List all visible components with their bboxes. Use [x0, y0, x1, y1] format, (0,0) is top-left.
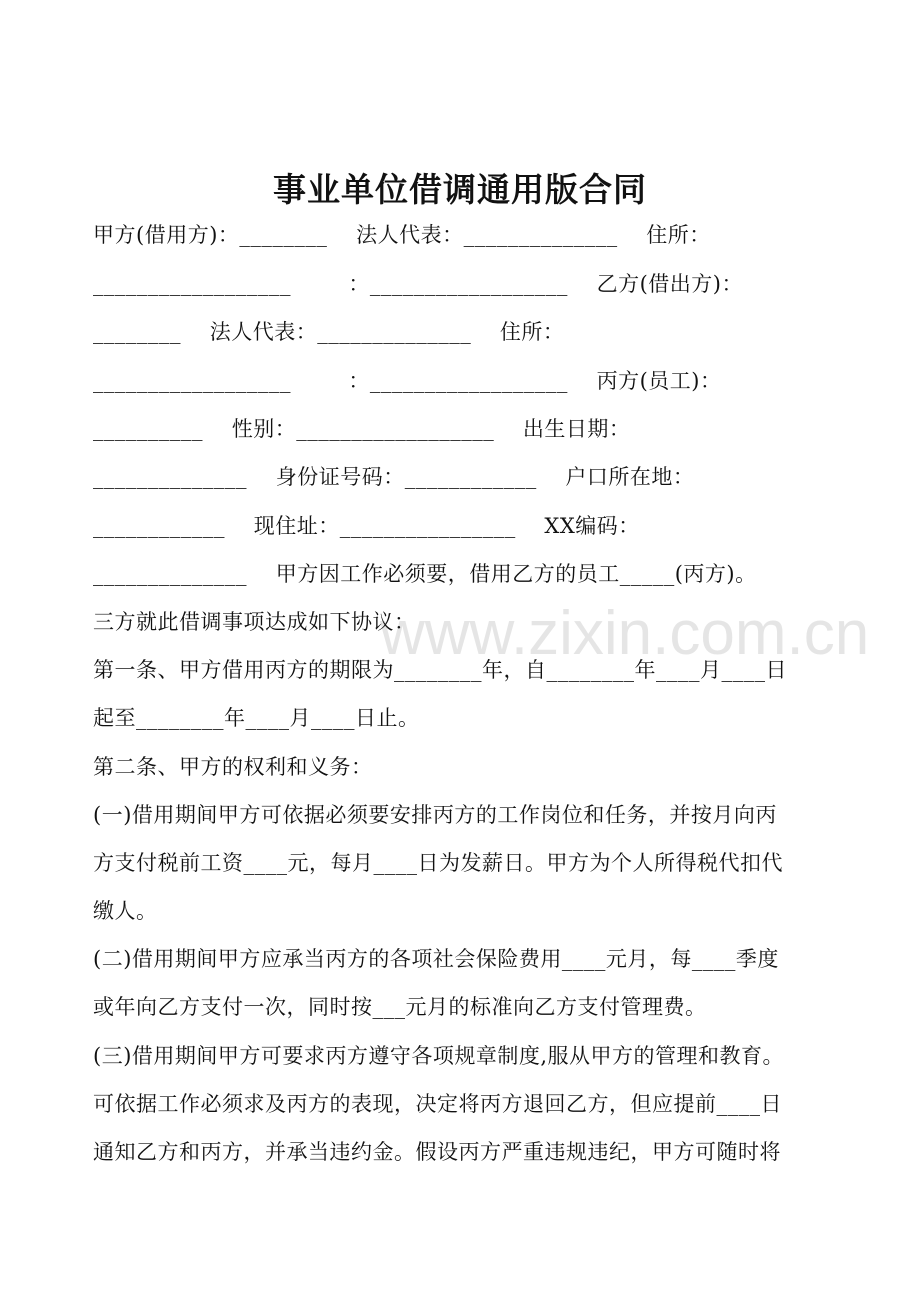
party-c-gender-line: __________ 性别：__________________ 出生日期：: [93, 417, 631, 441]
clause-three-cont-line: 可依据工作必须求及丙方的表现，决定将丙方退回乙方，但应提前____日: [93, 1092, 782, 1116]
article-one-line: 第一条、甲方借用丙方的期限为________年，自________年____月____日: [93, 658, 787, 682]
clause-one-cont-line: 方支付税前工资____元，每月____日为发薪日。甲方为个人所得税代扣代: [93, 851, 783, 875]
clause-three-line: (三)借用期间甲方可要求丙方遵守各项规章制度,服从甲方的管理和教育。: [93, 1044, 785, 1068]
clause-one-end-line: 缴人。: [93, 899, 158, 923]
party-a-line: 甲方(借用方)：________ 法人代表：______________ 住所：: [93, 223, 711, 247]
agreement-intro-line: 三方就此借调事项达成如下协议：: [93, 610, 416, 634]
clause-one-line: (一)借用期间甲方可依据必须要安排丙方的工作岗位和任务，并按月向丙: [93, 803, 777, 827]
clause-two-line: (二)借用期间甲方应承当丙方的各项社会保险费用____元月，每____季度: [93, 947, 779, 971]
clause-three-end-line: 通知乙方和丙方，并承当违约金。假设丙方严重违规违纪，甲方可随时将: [93, 1140, 781, 1164]
watermark-text: www.zixin.com.cn: [380, 599, 870, 668]
article-two-heading: 第二条、甲方的权利和义务：: [93, 755, 373, 779]
purpose-line: ______________ 甲方因工作必须要，借用乙方的员工_____(丙方)。: [93, 562, 757, 586]
party-c-id-line: ______________ 身份证号码：____________ 户口所在地：: [93, 465, 695, 489]
document-title: 事业单位借调通用版合同: [273, 170, 647, 209]
clause-two-cont-line: 或年向乙方支付一次，同时按___元月的标准向乙方支付管理费。: [93, 995, 707, 1019]
party-b-line: ________ 法人代表：______________ 住所：: [93, 320, 565, 344]
party-c-address-line: ____________ 现住址：________________ XX编码：: [93, 514, 640, 538]
party-b-contact-line: __________________ ：__________________ 丙方(员工)：: [93, 369, 722, 393]
party-a-contact-line: __________________ ：__________________ 乙方(借出方)：: [93, 272, 743, 296]
article-one-cont-line: 起至________年____月____日止。: [93, 706, 420, 730]
